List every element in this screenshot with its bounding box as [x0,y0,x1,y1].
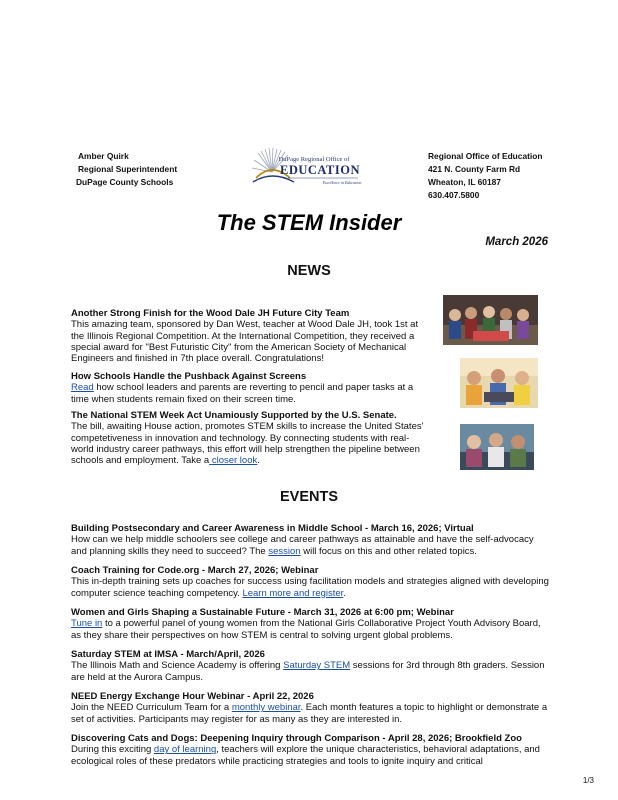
day-of-learning-link[interactable]: day of learning [153,744,217,756]
event-item-title: Women and Girls Shaping a Sustainable Future - March 31, 2026 at 6:00 pm; Webinar [71,607,454,618]
event-item-body: Tune in to a powerful panel of young women from the National Girls Collaborative Project Youth Advisory Board, as they share their perspectives on how STEM is central to solving urgent global problems. [71,618,541,641]
county-name: DuPage County Schools [76,177,174,187]
session-link[interactable]: session [268,545,301,557]
event-item-title: Discovering Cats and Dogs: Deepening Inquiry through Comparison - April 28, 2026; Brookfield Zoo [71,733,522,744]
newsletter-title: The STEM Insider [216,210,402,235]
superintendent-block [78,150,177,189]
event-item-code-org [71,565,551,599]
superintendent-name: Amber Quirk [78,151,129,161]
future-city-team-photo [443,295,538,345]
issue-date: March 2026 [485,236,548,248]
news-item-body: The bill, awaiting House action, promotes STEM skills to increase the United States' competetiveness in innovation and technology. By connecting students with real-world industry career pathways, this effort will help strengthen the pipeline between schools and employment. Take a closer look. [71,421,424,467]
tune-in-link[interactable]: Tune in [71,618,103,630]
closer-look-link[interactable]: closer look [209,455,258,467]
event-item-body: Join the NEED Curriculum Team for a monthly webinar. Each month features a topic to highlight or demonstrate a set of activities. Participants may register for as many as they are interested in. [71,702,548,725]
office-phone: 630.407.5800 [428,190,480,200]
events-heading: EVENTS [279,489,338,505]
event-item-postsecondary [71,523,551,557]
classroom-screens-photo [460,358,538,408]
svg-text:Excellence in Education: Excellence in Education [322,180,362,185]
page-number: 1/3 [582,776,594,785]
news-item-body: This amazing team, sponsored by Dan West, teacher at Wood Dale JH, took 1st at the Illinois Regional Competition. At the International Competition, they received a special award for "Best Futuristic City" from the American Society of Mechanical Engineers and finished in 7th place overall. Congratulations! [71,319,419,365]
news-item-future-city [71,308,431,364]
news-heading: NEWS [287,263,331,279]
news-item-body: Read how school leaders and parents are reverting to pencil and paper tasks at a time when students remain fixed on their screen time. [71,382,414,405]
event-item-title: Building Postsecondary and Career Awareness in Middle School - March 16, 2026; Virtual [71,523,474,534]
roe-logo [250,148,375,196]
office-address-block [428,150,542,202]
stem-students-photo [460,424,534,470]
event-item-title: NEED Energy Exchange Hour Webinar - April 22, 2026 [71,691,314,702]
office-name: Regional Office of Education [428,151,543,161]
news-item-title: The National STEM Week Act Unamiously Supported by the U.S. Senate. [71,410,397,421]
office-street: 421 N. County Farm Rd [428,164,521,174]
news-item-title: How Schools Handle the Pushback Against Screens [71,371,307,382]
event-item-body: How can we help middle schoolers see college and career pathways as attainable and have the self-advocacy and planning skills they need to succeed? The session will focus on this and other related topics. [71,534,534,557]
event-item-body: This in-depth training sets up coaches for success using facilitation models and strategies aligned with developing computer science teaching competency. Learn more and register. [71,576,549,599]
superintendent-title: Regional Superintendent [78,164,178,174]
event-item-cats-dogs [71,733,551,767]
event-item-body: During this exciting day of learning, teachers will explore the unique characteristics, behavioral adaptations, and ecological roles of these predators while practicing strategies and tools to ignite inquiry and critical [71,744,540,767]
event-item-imsa [71,649,551,683]
learn-more-register-link[interactable]: Learn more and register [242,587,344,599]
event-item-need-energy [71,691,551,725]
svg-text:EDUCATION: EDUCATION [280,163,360,177]
svg-text:DuPage Regional Office of: DuPage Regional Office of [278,156,350,163]
event-item-women-girls [71,607,551,641]
news-item-title: Another Strong Finish for the Wood Dale JH Future City Team [71,308,350,319]
news-item-stem-week [71,410,431,466]
office-city: Wheaton, IL 60187 [428,177,501,187]
event-item-title: Saturday STEM at IMSA - March/April, 2026 [71,649,265,660]
event-item-body: The Illinois Math and Science Academy is offering Saturday STEM sessions for 3rd through 8th graders. Session are held at the Aurora Campus. [71,660,545,683]
saturday-stem-link[interactable]: Saturday STEM [283,660,351,672]
event-item-title: Coach Training for Code.org - March 27, 2026; Webinar [71,565,319,576]
monthly-webinar-link[interactable]: monthly webinar [231,702,301,714]
read-link[interactable]: Read [71,382,94,394]
news-item-screens [71,371,431,405]
